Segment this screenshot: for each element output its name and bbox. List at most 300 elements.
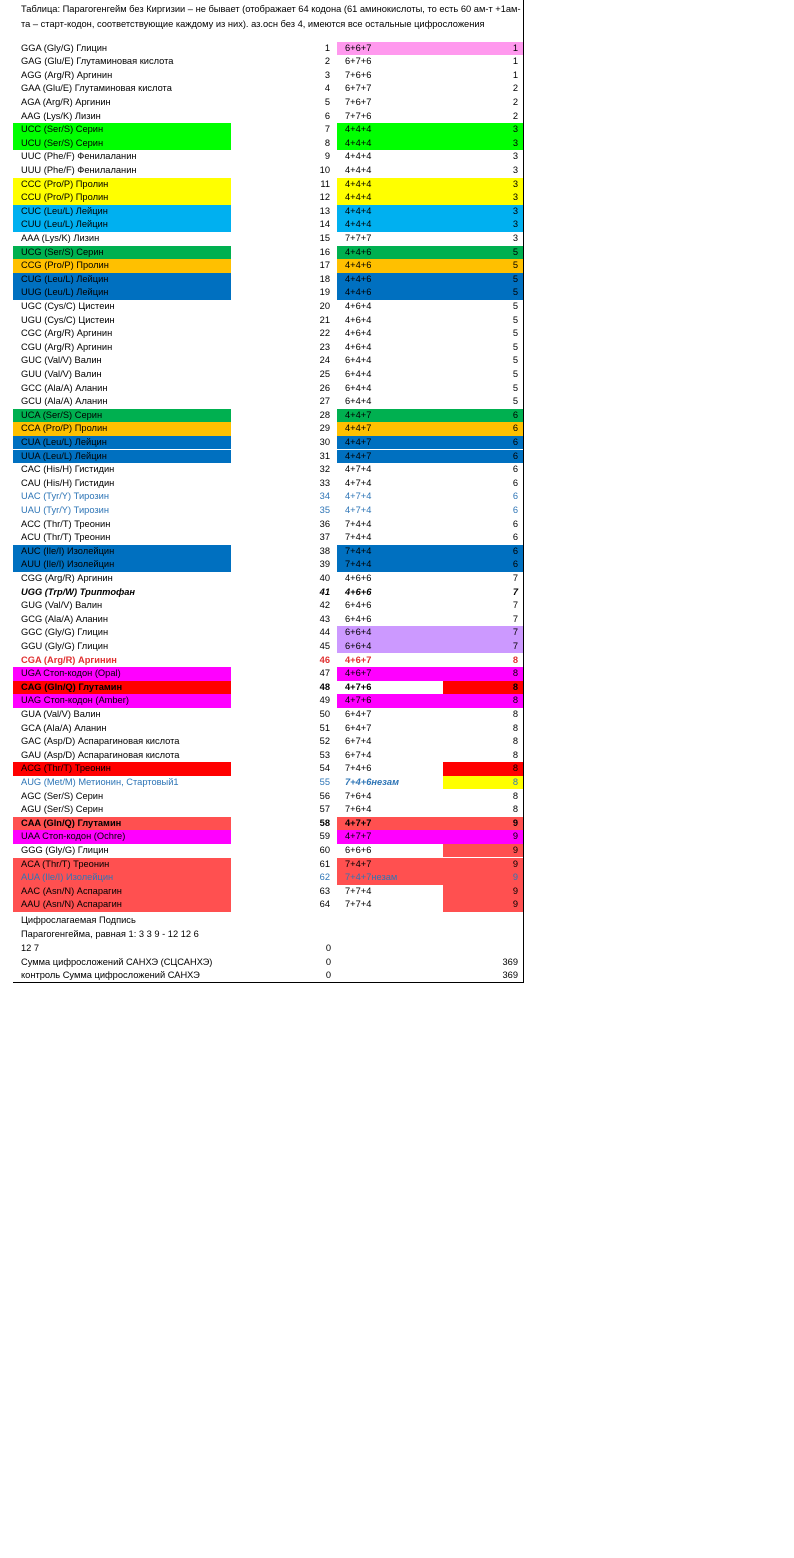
digit-value-cell: 9 [443, 830, 523, 844]
table-row [13, 681, 523, 695]
codon-number-cell: 43 [319, 613, 330, 624]
codon-name-cell: CCU (Pro/P) Пролин [13, 191, 231, 205]
digit-sum-cell: 4+4+4 [337, 178, 443, 192]
table-row [13, 858, 523, 872]
digit-value-cell: 5 [512, 300, 518, 311]
digit-value-cell: 2 [512, 110, 518, 121]
codon-number-cell: 16 [319, 246, 330, 257]
codon-number-cell: 17 [319, 260, 330, 271]
codon-number-cell: 34 [319, 491, 330, 502]
codon-name-cell: GCC (Ala/A) Аланин [21, 382, 108, 393]
codon-number-cell: 61 [319, 858, 330, 869]
codon-number-cell: 40 [319, 572, 330, 583]
codon-number-cell: 52 [319, 736, 330, 747]
codon-number-cell: 39 [319, 559, 330, 570]
codon-name-cell: UUG (Leu/L) Лейцин [13, 286, 231, 300]
digit-sum-cell: 7+6+4 [345, 790, 372, 801]
digit-value-cell: 8 [443, 681, 523, 695]
table-row [13, 694, 523, 708]
codon-number-cell: 60 [319, 844, 330, 855]
digit-sum-cell: 7+7+4 [345, 899, 372, 910]
codon-name-cell: UCC (Ser/S) Серин [13, 123, 231, 137]
digit-value-cell: 5 [512, 341, 518, 352]
digit-sum-cell: 4+4+6 [337, 286, 443, 300]
table-row [13, 354, 523, 368]
codon-name-cell: GUG (Val/V) Валин [21, 600, 103, 611]
footer-sum-label: Сумма цифросложений САНХЭ (СЦСАНХЭ) [21, 957, 213, 967]
digit-value-cell: 2 [512, 96, 518, 107]
table-row [13, 368, 523, 382]
codon-number-cell: 6 [324, 110, 330, 121]
codon-number-cell: 35 [319, 504, 330, 515]
table-row [13, 42, 523, 56]
digit-sum-cell: 7+4+7незам [337, 871, 443, 885]
codon-name-cell: GUC (Val/V) Валин [21, 355, 102, 366]
digit-value-cell: 6 [512, 464, 518, 475]
digit-value-cell: 5 [512, 368, 518, 379]
codon-name-cell: UCA (Ser/S) Серин [13, 409, 231, 423]
table-row [13, 82, 523, 96]
footer-signature-num: 0 [325, 943, 331, 953]
codon-name-cell: UUU (Phe/F) Фенилаланин [21, 164, 137, 175]
codon-name-cell: GAA (Glu/E) Глутаминовая кислота [21, 83, 172, 94]
codon-name-cell: CAC (His/H) Гистидин [21, 464, 115, 475]
digit-value-cell: 8 [512, 804, 518, 815]
footer-control-value: 369 [502, 970, 518, 980]
codon-name-cell: UUA (Leu/L) Лейцин [13, 450, 231, 464]
digit-sum-cell: 4+4+6 [337, 259, 443, 273]
codon-name-cell: ACU (Thr/T) Треонин [21, 532, 111, 543]
digit-value-cell: 3 [443, 218, 523, 232]
codon-name-cell: CAU (His/H) Гистидин [21, 477, 115, 488]
table-row [13, 830, 523, 844]
table-row [13, 110, 523, 124]
codon-name-cell: CGU (Arg/R) Аргинин [21, 341, 113, 352]
codon-name-cell: UGU (Cys/C) Цистеин [21, 314, 115, 325]
codon-number-cell: 12 [319, 192, 330, 203]
codon-number-cell: 54 [319, 763, 330, 774]
digit-value-cell: 7 [443, 626, 523, 640]
codon-name-cell: UAG Стоп-кодон (Amber) [13, 694, 231, 708]
codon-number-cell: 15 [319, 232, 330, 243]
digit-sum-cell: 4+6+7 [345, 654, 372, 665]
codon-name-cell: AUU (Ile/I) Изолейцин [13, 558, 231, 572]
digit-value-cell: 7 [512, 600, 518, 611]
digit-sum-cell: 6+7+7 [345, 83, 372, 94]
codon-name-cell: CGG (Arg/R) Аргинин [21, 572, 113, 583]
codon-name-cell: UGA Стоп-кодон (Opal) [13, 667, 231, 681]
digit-sum-cell: 4+4+4 [345, 151, 372, 162]
codon-number-cell: 55 [319, 776, 330, 787]
digit-value-cell: 5 [512, 314, 518, 325]
digit-sum-cell: 6+7+4 [345, 736, 372, 747]
table-row [13, 776, 523, 790]
digit-value-cell: 5 [512, 355, 518, 366]
codon-number-cell: 64 [319, 899, 330, 910]
digit-sum-cell: 4+4+7 [337, 450, 443, 464]
table-row [13, 898, 523, 912]
digit-sum-cell: 6+4+7 [345, 722, 372, 733]
footer-signature-text: Парагогенгейма, равная 1: 3 3 9 - 12 12 6 [21, 929, 199, 939]
codon-number-cell: 44 [319, 627, 330, 638]
table-row [13, 69, 523, 83]
table-row [13, 450, 523, 464]
table-row [13, 749, 523, 763]
digit-value-cell: 5 [443, 273, 523, 287]
digit-sum-cell: 4+7+7 [337, 830, 443, 844]
table-row [13, 150, 523, 164]
digit-sum-cell: 6+4+6 [345, 600, 372, 611]
digit-sum-cell: 4+6+4 [345, 314, 372, 325]
table-row [13, 572, 523, 586]
codon-number-cell: 36 [319, 518, 330, 529]
digit-value-cell: 8 [512, 736, 518, 747]
table-row [13, 232, 523, 246]
codon-number-cell: 22 [319, 328, 330, 339]
codon-name-cell: GAG (Glu/E) Глутаминовая кислота [21, 56, 174, 67]
digit-sum-cell: 6+4+6 [345, 613, 372, 624]
codon-name-cell: ACG (Thr/T) Треонин [13, 762, 231, 776]
codon-name-cell: GCU (Ala/A) Аланин [21, 396, 108, 407]
digit-sum-cell: 4+4+6 [337, 273, 443, 287]
digit-sum-cell: 4+7+4 [345, 504, 372, 515]
digit-value-cell: 7 [443, 640, 523, 654]
codon-number-cell: 48 [319, 681, 330, 692]
codon-name-cell: ACA (Thr/T) Треонин [13, 858, 231, 872]
digit-value-cell: 8 [443, 694, 523, 708]
table-row [13, 599, 523, 613]
table-row [13, 314, 523, 328]
codon-name-cell: AUG (Met/M) Метионин, Стартовый1 [21, 776, 179, 787]
table-row [13, 286, 523, 300]
table-row [13, 273, 523, 287]
codon-number-cell: 45 [319, 640, 330, 651]
table-row [13, 422, 523, 436]
codon-number-cell: 26 [319, 382, 330, 393]
codon-number-cell: 38 [319, 545, 330, 556]
codon-name-cell: AUA (Ile/I) Изолейцин [13, 871, 231, 885]
table-row [13, 463, 523, 477]
digit-sum-cell: 7+6+7 [345, 96, 372, 107]
digit-sum-cell: 7+6+4 [345, 804, 372, 815]
footer-control-label: контроль Сумма цифросложений САНХЭ [21, 970, 200, 980]
digit-value-cell: 8 [443, 762, 523, 776]
codon-name-cell: CCC (Pro/P) Пролин [13, 178, 231, 192]
digit-sum-cell: 7+6+6 [345, 69, 372, 80]
digit-value-cell: 7 [512, 572, 518, 583]
digit-value-cell: 9 [443, 885, 523, 899]
codon-name-cell: GGC (Gly/G) Глицин [21, 627, 109, 638]
digit-sum-cell: 7+4+6 [345, 763, 372, 774]
table-row [13, 123, 523, 137]
digit-value-cell: 3 [443, 205, 523, 219]
digit-value-cell: 3 [512, 151, 518, 162]
digit-value-cell: 8 [512, 790, 518, 801]
codon-name-cell: UAA Стоп-кодон (Ochre) [13, 830, 231, 844]
codon-number-cell: 10 [319, 164, 330, 175]
digit-sum-cell: 4+6+6 [345, 586, 372, 597]
codon-number-cell: 5 [324, 96, 330, 107]
digit-value-cell: 6 [443, 422, 523, 436]
digit-sum-cell: 4+4+7 [337, 409, 443, 423]
table-row [13, 477, 523, 491]
table-row [13, 708, 523, 722]
codon-number-cell: 49 [319, 695, 330, 706]
digit-value-cell: 8 [443, 776, 523, 790]
codon-number-cell: 53 [319, 749, 330, 760]
codon-name-cell: AAA (Lys/K) Лизин [21, 232, 100, 243]
codon-number-cell: 46 [319, 654, 330, 665]
digit-value-cell: 8 [443, 667, 523, 681]
digit-value-cell: 3 [443, 137, 523, 151]
digit-value-cell: 9 [443, 898, 523, 912]
digit-sum-cell: 4+4+6 [337, 246, 443, 260]
digit-value-cell: 5 [512, 396, 518, 407]
codon-number-cell: 62 [319, 872, 330, 883]
digit-sum-cell: 7+4+4 [337, 545, 443, 559]
table-row [13, 246, 523, 260]
codon-number-cell: 28 [319, 409, 330, 420]
table-row [13, 218, 523, 232]
digit-sum-cell: 6+6+4 [337, 640, 443, 654]
digit-sum-cell: 4+4+4 [337, 191, 443, 205]
digit-sum-cell: 4+7+6 [337, 694, 443, 708]
codon-number-cell: 13 [319, 205, 330, 216]
digit-sum-cell: 6+6+6 [345, 844, 372, 855]
codon-number-cell: 1 [324, 42, 330, 53]
codon-number-cell: 21 [319, 314, 330, 325]
digit-sum-cell: 4+4+7 [337, 422, 443, 436]
codon-name-cell: ACC (Thr/T) Треонин [21, 518, 111, 529]
codon-name-cell: UCU (Ser/S) Серин [13, 137, 231, 151]
table-row [13, 96, 523, 110]
codon-number-cell: 59 [319, 831, 330, 842]
codon-name-cell: GUA (Val/V) Валин [21, 708, 101, 719]
table-row [13, 490, 523, 504]
codon-name-cell: AGC (Ser/S) Серин [21, 790, 104, 801]
digit-value-cell: 1 [512, 56, 518, 67]
digit-value-cell: 5 [443, 286, 523, 300]
digit-value-cell: 6 [443, 436, 523, 450]
table-row [13, 558, 523, 572]
table-row [13, 178, 523, 192]
codon-name-cell: UGG (Trp/W) Триптофан [21, 586, 136, 597]
codon-name-cell: CCA (Pro/P) Пролин [13, 422, 231, 436]
codon-name-cell: AGA (Arg/R) Аргинин [21, 96, 111, 107]
digit-sum-cell: 6+4+7 [345, 708, 372, 719]
codon-name-cell: AUC (Ile/I) Изолейцин [13, 545, 231, 559]
codon-number-cell: 25 [319, 368, 330, 379]
footer-line-4 [13, 956, 523, 970]
table-row [13, 504, 523, 518]
digit-value-cell: 8 [512, 722, 518, 733]
digit-value-cell: 6 [512, 477, 518, 488]
digit-sum-cell: 4+7+7 [337, 817, 443, 831]
codon-number-cell: 31 [319, 450, 330, 461]
codon-number-cell: 30 [319, 436, 330, 447]
digit-sum-cell: 6+4+4 [345, 396, 372, 407]
codon-number-cell: 33 [319, 477, 330, 488]
table-row [13, 586, 523, 600]
digit-sum-cell: 6+4+4 [345, 382, 372, 393]
table-row [13, 137, 523, 151]
codon-number-cell: 37 [319, 532, 330, 543]
digit-value-cell: 6 [443, 450, 523, 464]
table-row [13, 341, 523, 355]
codon-number-cell: 14 [319, 219, 330, 230]
codon-name-cell: GAC (Asp/D) Аспарагиновая кислота [21, 736, 180, 747]
digit-sum-cell: 4+6+6 [345, 572, 372, 583]
codon-number-cell: 7 [324, 124, 330, 135]
codon-name-cell: CUG (Leu/L) Лейцин [13, 273, 231, 287]
digit-value-cell: 5 [443, 246, 523, 260]
table-row [13, 613, 523, 627]
codon-name-cell: CGC (Arg/R) Аргинин [21, 328, 113, 339]
table-row [13, 259, 523, 273]
footer-line-1 [13, 914, 523, 928]
codon-table-sheet [13, 0, 524, 983]
codon-number-cell: 41 [319, 586, 330, 597]
codon-name-cell: GUU (Val/V) Валин [21, 368, 102, 379]
codon-name-cell: UAC (Tyr/Y) Тирозин [21, 491, 109, 502]
digit-value-cell: 6 [443, 409, 523, 423]
digit-sum-cell: 7+7+6 [345, 110, 372, 121]
digit-sum-cell: 4+7+4 [345, 477, 372, 488]
codon-number-cell: 4 [324, 83, 330, 94]
codon-number-cell: 63 [319, 885, 330, 896]
codon-name-cell: UAU (Tyr/Y) Тирозин [21, 504, 109, 515]
digit-value-cell: 9 [443, 817, 523, 831]
footer-line-2 [13, 928, 523, 942]
codon-name-cell: GGA (Gly/G) Глицин [21, 42, 108, 53]
digit-sum-cell: 6+7+6 [345, 56, 372, 67]
table-row [13, 844, 523, 858]
table-row [13, 191, 523, 205]
codon-name-cell: UGC (Cys/C) Цистеин [21, 300, 115, 311]
digit-value-cell: 3 [443, 178, 523, 192]
codon-name-cell: GCG (Ala/A) Аланин [21, 613, 109, 624]
codon-number-cell: 47 [319, 668, 330, 679]
digit-value-cell: 7 [512, 613, 518, 624]
footer-line-3 [13, 942, 523, 956]
table-row [13, 871, 523, 885]
digit-sum-cell: 4+6+4 [345, 341, 372, 352]
digit-sum-cell: 7+4+6незам [345, 776, 399, 787]
codon-number-cell: 32 [319, 464, 330, 475]
codon-number-cell: 24 [319, 355, 330, 366]
table-row [13, 654, 523, 668]
digit-value-cell: 6 [512, 532, 518, 543]
table-row [13, 205, 523, 219]
codon-name-cell: CUA (Leu/L) Лейцин [13, 436, 231, 450]
digit-sum-cell: 4+7+6 [345, 681, 372, 692]
table-row [13, 55, 523, 69]
digit-value-cell: 9 [443, 871, 523, 885]
digit-sum-cell: 7+7+4 [345, 885, 372, 896]
codon-number-cell: 19 [319, 287, 330, 298]
digit-sum-cell: 7+4+7 [337, 858, 443, 872]
footer-line-5 [13, 969, 523, 983]
codon-name-cell: CAA (Gln/Q) Глутамин [13, 817, 231, 831]
codon-name-cell: AGG (Arg/R) Аргинин [21, 69, 113, 80]
codon-number-cell: 9 [324, 151, 330, 162]
digit-value-cell: 3 [512, 232, 518, 243]
table-row [13, 626, 523, 640]
digit-sum-cell: 4+7+4 [345, 464, 372, 475]
codon-name-cell: AAU (Asn/N) Аспарагин [13, 898, 231, 912]
digit-value-cell: 5 [443, 259, 523, 273]
codon-number-cell: 29 [319, 423, 330, 434]
codon-number-cell: 56 [319, 790, 330, 801]
digit-value-cell: 6 [512, 518, 518, 529]
table-row [13, 722, 523, 736]
footer-signature-tail: 12 7 [21, 943, 40, 953]
digit-value-cell: 5 [512, 382, 518, 393]
digit-value-cell: 3 [512, 164, 518, 175]
table-row [13, 395, 523, 409]
codon-number-cell: 18 [319, 273, 330, 284]
codon-number-cell: 3 [324, 69, 330, 80]
digit-value-cell: 8 [512, 654, 518, 665]
table-row [13, 382, 523, 396]
codon-number-cell: 8 [324, 137, 330, 148]
digit-sum-cell: 4+7+4 [345, 491, 372, 502]
table-row [13, 735, 523, 749]
digit-value-cell: 2 [512, 83, 518, 94]
footer-control-num: 0 [325, 970, 331, 980]
digit-sum-cell: 6+4+4 [345, 368, 372, 379]
codon-name-cell: UCG (Ser/S) Серин [13, 246, 231, 260]
digit-sum-cell: 4+4+4 [345, 164, 372, 175]
digit-value-cell: 6 [512, 504, 518, 515]
codon-name-cell: CGA (Arg/R) Аргинин [21, 654, 117, 665]
digit-value-cell: 3 [443, 123, 523, 137]
digit-sum-cell: 4+6+7 [337, 667, 443, 681]
codon-name-cell: GAU (Asp/D) Аспарагиновая кислота [21, 749, 180, 760]
codon-number-cell: 20 [319, 300, 330, 311]
table-row [13, 518, 523, 532]
codon-number-cell: 51 [319, 722, 330, 733]
digit-value-cell: 3 [443, 191, 523, 205]
codon-number-cell: 50 [319, 708, 330, 719]
digit-sum-cell: 4+6+4 [345, 300, 372, 311]
digit-sum-cell: 7+4+4 [345, 518, 372, 529]
codon-name-cell: AAG (Lys/K) Лизин [21, 110, 101, 121]
codon-name-cell: GGG (Gly/G) Глицин [21, 844, 109, 855]
digit-sum-cell: 7+4+4 [337, 558, 443, 572]
codon-name-cell: CUU (Leu/L) Лейцин [13, 218, 231, 232]
digit-value-cell: 1 [512, 69, 518, 80]
digit-sum-cell: 7+7+7 [345, 232, 372, 243]
digit-value-cell: 9 [443, 844, 523, 858]
digit-value-cell: 5 [512, 328, 518, 339]
table-row [13, 436, 523, 450]
codon-name-cell: CCG (Pro/P) Пролин [13, 259, 231, 273]
digit-value-cell: 6 [443, 545, 523, 559]
digit-sum-cell: 6+6+7 [337, 42, 443, 56]
codon-name-cell: UUC (Phe/F) Фенилаланин [21, 151, 137, 162]
footer-signature-label: Цифрослагаемая Подпись [21, 915, 136, 925]
table-row [13, 640, 523, 654]
digit-value-cell: 8 [512, 708, 518, 719]
codon-number-cell: 42 [319, 600, 330, 611]
digit-value-cell: 6 [512, 491, 518, 502]
digit-sum-cell: 4+4+7 [337, 436, 443, 450]
table-row [13, 164, 523, 178]
table-row [13, 790, 523, 804]
table-row [13, 531, 523, 545]
digit-sum-cell: 6+7+4 [345, 749, 372, 760]
